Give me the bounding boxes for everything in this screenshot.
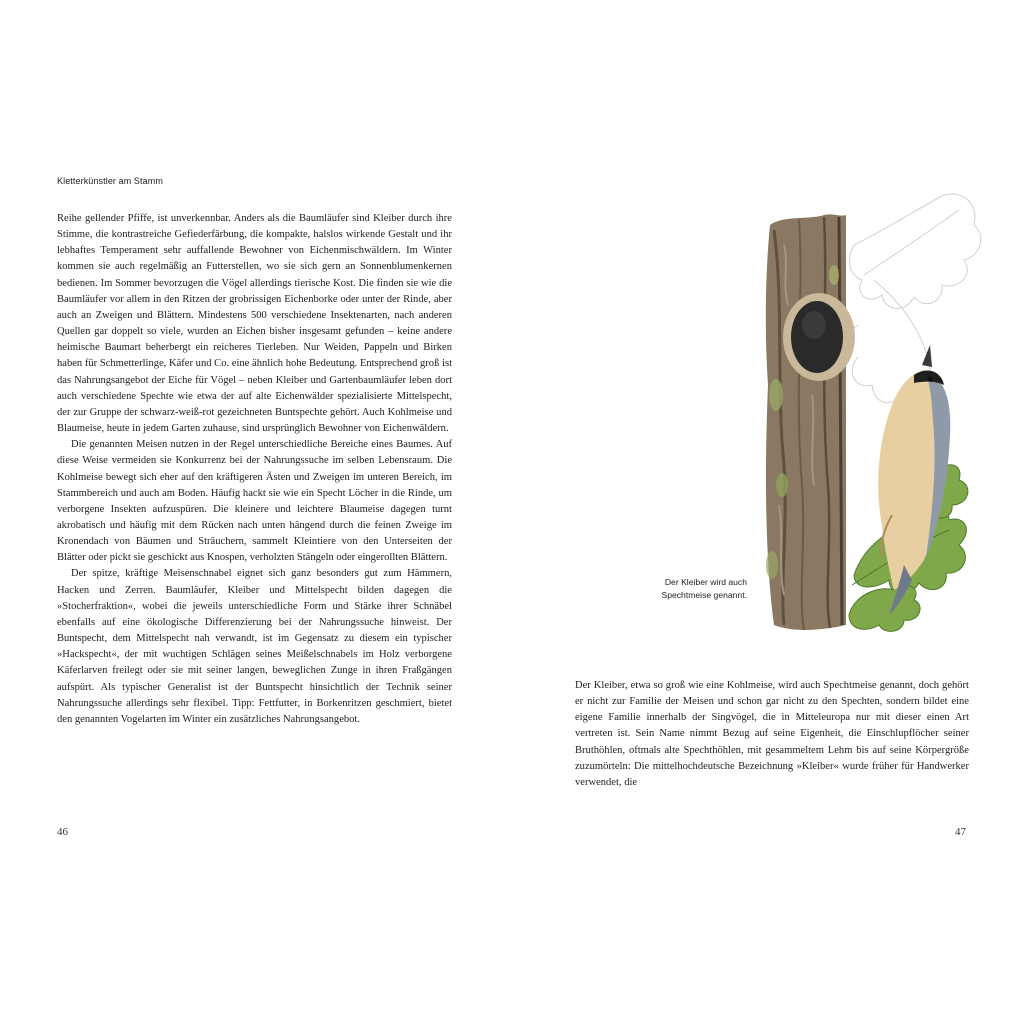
right-page	[512, 0, 1024, 1024]
caption-line: Der Kleiber wird auch	[664, 577, 747, 587]
background-leaf-sketch	[824, 194, 981, 403]
caption-line: Spechtmeise genannt.	[661, 590, 747, 600]
nuthatch-illustration	[754, 185, 984, 645]
right-body-text	[575, 678, 969, 791]
paragraph: Reihe gellender Pfiffe, ist unverkennbar. Anders als die Baumläufer sind Kleiber durch ihre Stimme, die kontrastreiche Gefiederfärbung, die kompakte, halslos wirkende Gestalt und ihr lebhaftes Temperament sehr auffallende Bewohner von Eichenmischwäldern. Im Winter kommen sie auch regelmäßig an Futterstellen, wo sie sich gern an Sonnenblumenkernen bedienen. Im Sommer bevorzugen die Vögel allerdings tierische Kost. Die finden sie wie die Baumläufer vor allem in den Ritzen der grobrissigen Eichenborke oder unter der Rinde, aber auch an Zweigen und Blättern. Mindestens 500 verschiedene Insektenarten, nach anderen Quellen gar doppelt so viele, wurden an Eichen bisher insgesamt gefunden – keine andere heimische Baumart beherbergt ein reicheres Tierleben. Nur Weiden, Pappeln und Birken haben für Schmetterlinge, Käfer und Co. eine ähnlich hohe Bedeutung. Entsprechend groß ist das Nahrungsangebot der Eiche für Vögel – neben Kleiber und Gartenbaumläufer leben dort auch verschiedene Spechte wie etwa der auf alte Eichenwälder spezialisierte Mittelspecht, der zur Gruppe der schwarz-weiß-rot gezeichneten Buntspechte gehört. Auch Kohlmeise und Blaumeise, heute in jedem Garten zuhause, sind ursprünglich Bewohner von Eichenwäldern.	[57, 213, 452, 435]
left-body-text	[57, 211, 452, 728]
page-number: 46	[57, 826, 68, 838]
tree-trunk	[766, 214, 846, 630]
paragraph: Der spitze, kräftige Meisenschnabel eignet sich ganz besonders gut zum Hämmern, Hacken und Zerren. Baumläufer, Kleiber und Mittelspecht bilden dagegen die »Stocherfraktion«, wobei die jeweils unterschiedliche Form und Stärke ihrer Schnäbel ebenfalls auf eine ökologische Differenzierung bei der Nahrungssuche hinweist. Der Buntspecht, dem Mittelspecht nah verwandt, ist im Gegensatz zu diesem ein typischer »Hackspecht«, der mit wuchtigen Schlägen seines Meißelschnabels im Holz verborgene Käferlarven freilegt oder sie mit seiner langen, beweglichen Zunge in ihren Fraßgängen aufspürt. Als typischer Generalist ist der Buntspecht hinsichtlich der Technik seiner Nahrungssuche allerdings sehr flexibel. Tipp: Fettfutter, in Borkenritzen geschmiert, bietet den genannten Vogelarten im Winter ein zusätzliches Nahrungsangebot.	[57, 568, 452, 725]
figure-caption	[607, 576, 747, 602]
nest-hole	[783, 293, 855, 381]
paragraph: Der Kleiber, etwa so groß wie eine Kohlmeise, wird auch Spechtmeise genannt, doch gehört er nicht zur Familie der Meisen und schon gar nicht zu den Spechten, sondern bildet eine eigene Familie innerhalb der Singvögel, die in Mitteleuropa nur mit dieser einen Art vertreten ist. Sein Name nimmt Bezug auf seine Eigenheit, die Einschlupflöcher seiner Bruthöhlen, oftmals alte Spechthöhlen, mit gesammeltem Lehm bis auf seine Körpergröße zuzumörteln: Die mittelhochdeutsche Bezeichnung »Kleiber« wurde früher für Handwerker verwendet, die	[575, 680, 969, 788]
paragraph: Die genannten Meisen nutzen in der Regel unterschiedliche Bereiche eines Baumes. Auf diese Weise vermeiden sie Konkurrenz bei der Nahrungssuche im selben Lebensraum. Die Kohlmeise bewegt sich eher auf den kräftigeren Ästen und Zweigen im unteren Bereich, im Stammbereich und auch am Boden. Häufig hackt sie wie ein Specht Löcher in die Rinde, um verborgene Insekten aufzuspüren. Die kleinere und leichtere Blaumeise dagegen turnt akrobatisch und häufig mit dem Rücken nach unten hängend durch die feinen Zweige im Kronendach von Bäumen und Sträuchern, sammelt Kleintiere von den Unterseiten der Blätter oder pickt sie geschickt aus Knospen, verholzten Stängeln oder eingerollten Blättern.	[57, 439, 452, 564]
running-head: Kletterkünstler am Stamm	[57, 176, 163, 186]
page-number: 47	[955, 826, 966, 838]
